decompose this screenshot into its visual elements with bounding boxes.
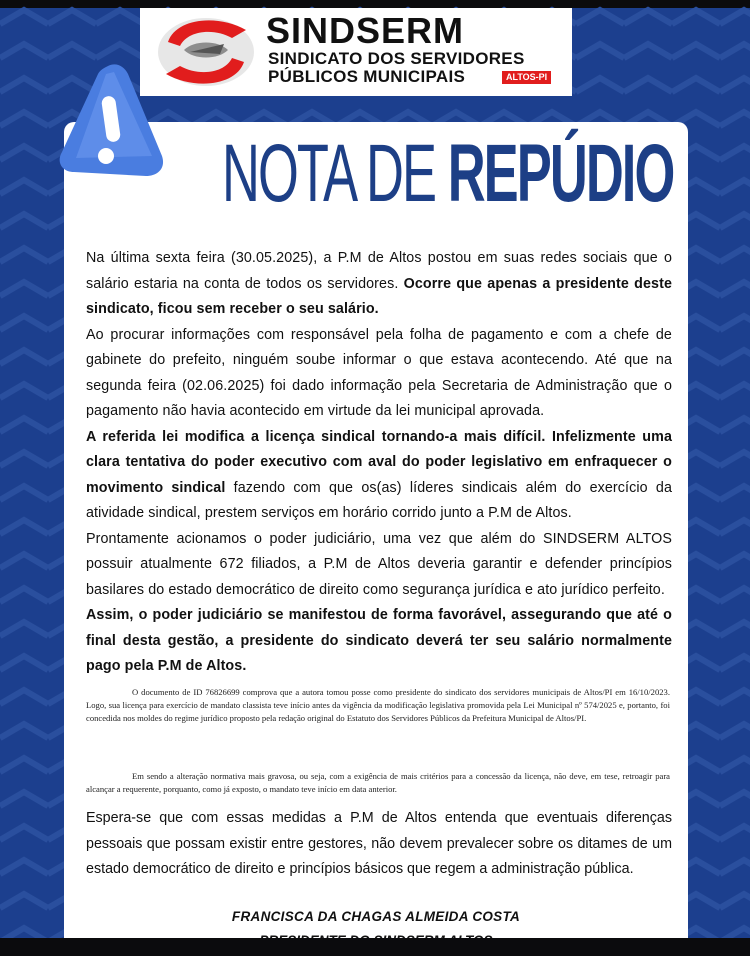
signature-name: FRANCISCA DA CHAGAS ALMEIDA COSTA bbox=[231, 909, 521, 924]
court-excerpt-1 bbox=[86, 686, 670, 725]
paragraph-3 bbox=[86, 425, 672, 527]
document-body bbox=[86, 246, 672, 680]
title-part-nota: NOTA DE bbox=[222, 128, 448, 219]
title-part-repudio: REPÚDIO bbox=[447, 128, 674, 219]
logo-title: SINDSERM bbox=[266, 10, 465, 51]
logo-subtitle-line2: PÚBLICOS MUNICIPAIS bbox=[268, 67, 466, 86]
closing-text: Espera-se que com essas medidas a P.M de Altos entenda que eventuais diferenças pessoais que possam existir entre gestores, não devem prevalecer sobre os ditames de um estado democrático de direito e princípios básicos que regem a administração pública. bbox=[86, 810, 672, 877]
paragraph-3-bold: A referida lei modifica a licença sindical tornando-a mais difícil. Infelizmente uma clara tentativa do poder executivo com aval do poder legislativo em enfraquecer o movimento sindical bbox=[86, 428, 672, 496]
paragraph-3-text: fazendo com que os(as) líderes sindicais além do exercício da atividade sindical, prestem serviços em horário corrido junto a P.M de Altos. bbox=[86, 479, 672, 521]
logo-subtitle-line1: SINDICATO DOS SERVIDORES bbox=[268, 49, 525, 68]
logo-location-badge: ALTOS-PI bbox=[502, 71, 551, 84]
closing-paragraph bbox=[86, 806, 672, 883]
sindserm-emblem-icon bbox=[154, 12, 258, 92]
warning-triangle-icon bbox=[58, 60, 166, 180]
paragraph-5-bold: Assim, o poder judiciário se manifestou de forma favorável, assegurando que até o final desta gestão, a presidente do sindicato deverá ter seu salário normalmente pago pela P.M de Altos. bbox=[86, 607, 672, 674]
paragraph-4: Prontamente acionamos o poder judiciário, uma vez que além do SINDSERM ALTOS possuir atualmente 672 filiados, a P.M de Altos deveria garantir e defender princípios basilares do estado democrático de direito como segurança jurídica e ato jurídico perfeito. bbox=[86, 530, 672, 598]
paragraph-2: Ao procurar informações com responsável pela folha de pagamento e com a chefe de gabinete do prefeito, ninguém soube informar o que estava acontecendo. Até que na segunda feira (02.06.2025) foi dado informação pela Secretaria de Administração que o pagamento não havia acontecido em virtude da lei municipal aprovada. bbox=[86, 326, 672, 419]
court-excerpt-1-text: O documento de ID 76826699 comprova que a autora tomou posse como presidente do sindicato dos servidores municipais de Altos/PI em 16/10/2023. Logo, sua licença para exercício de mandato classista teve início antes da vigência da modificação legislativa promovida pela Lei Municipal nº 574/2025 e, portanto, foi concedida nos moldes do regime jurídico proposto pela redação original do Estatuto dos Servidores Públicos da Prefeitura Municipal de Altos/PI. bbox=[86, 687, 670, 723]
paragraph-1-text: Na última sexta feira (30.05.2025), a P.M de Altos postou em suas redes sociais que o salário estaria na conta de todos os servidores. bbox=[86, 250, 672, 292]
paragraph-5 bbox=[86, 603, 672, 680]
court-excerpt-2-text: Em sendo a alteração normativa mais gravosa, ou seja, com a exigência de mais critérios para a concessão da licença, não deve, em tese, retroagir para alcançar a requerente, porquanto, como já exposto, o mandato teve início em data anterior. bbox=[86, 771, 670, 794]
page-title bbox=[222, 128, 674, 220]
paragraph-1-bold: Ocorre que apenas a presidente deste sindicato, ficou sem receber o seu salário. bbox=[86, 275, 672, 317]
sindserm-logo bbox=[140, 8, 572, 96]
paragraph-1 bbox=[86, 246, 672, 323]
court-excerpt-2 bbox=[86, 770, 670, 796]
bottom-bar bbox=[0, 938, 750, 956]
